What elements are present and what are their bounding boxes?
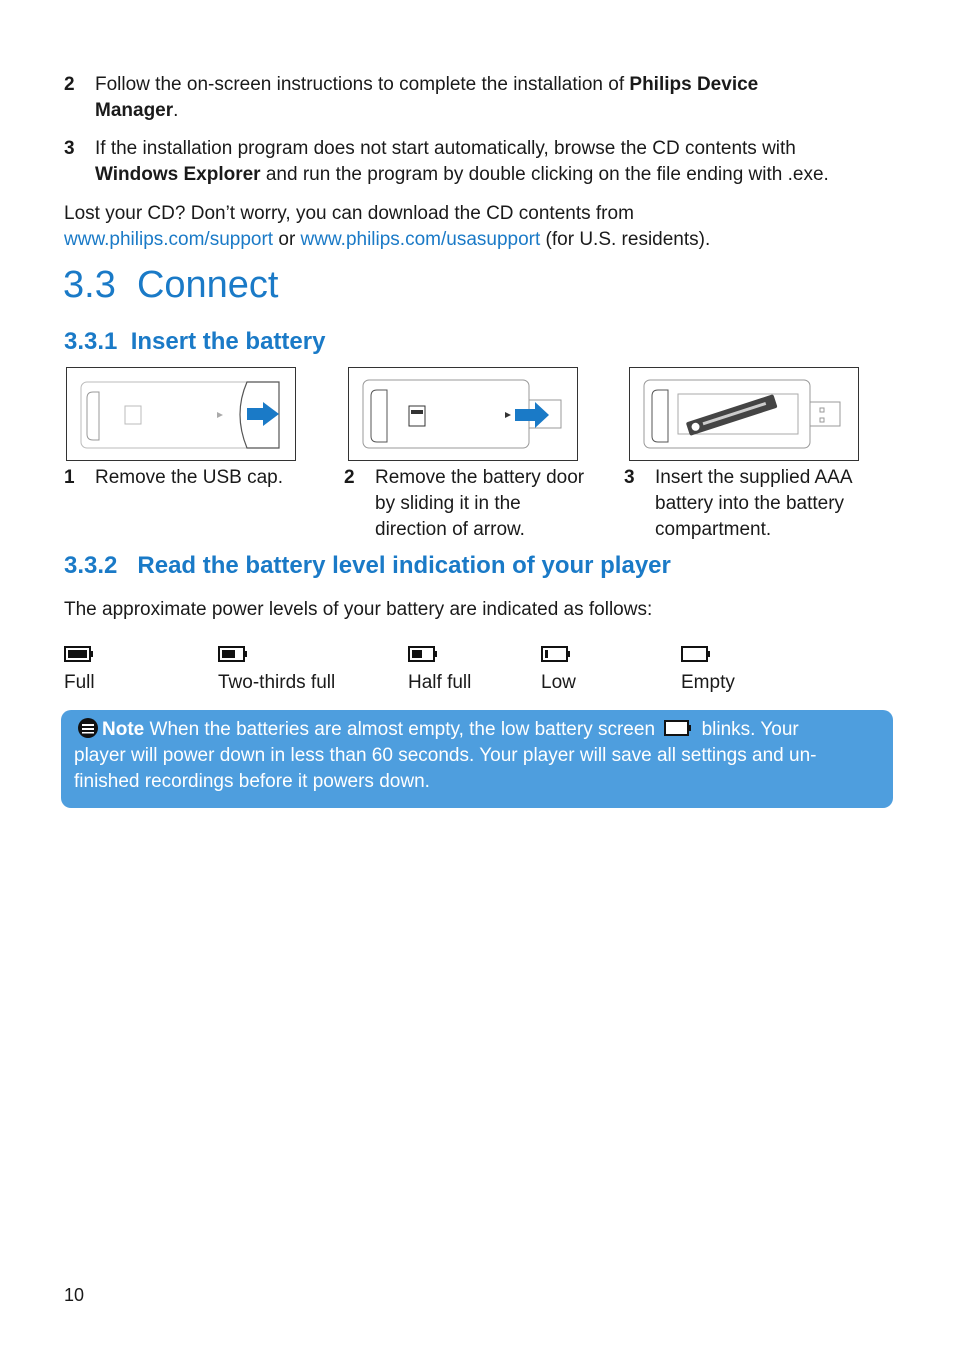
step-text: Follow the on-screen instructions to complete the installation of Philips Device Manager. [95,74,759,121]
support-link[interactable]: www.philips.com/support [64,229,274,250]
battery-level-label: Full [64,672,95,693]
battery-half-icon [408,646,438,662]
note-text: Note When the batteries are almost empty, the low battery screen blinks. Your player will power down in less than 60 seconds. Your player will save all settings and un- finished recordings before it powers down. [74,719,817,792]
battery-level-label: Two-thirds full [218,672,336,693]
lost-cd-paragraph: Lost your CD? Don’t worry, you can download the CD contents from www.philips.com/support or www.philips.com/usasupport (for U.S. residents). [64,203,711,250]
subsection-title-insert-battery: 3.3.1 Insert the battery [64,328,326,355]
step-number: 2 [64,74,75,95]
remove-usb-cap-illustration [66,367,296,461]
battery-level-label: Low [541,672,576,693]
battery-empty-icon [681,646,711,662]
note-box [61,710,893,808]
low-battery-screen-icon [664,720,692,736]
subsection-title-battery-level: 3.3.2 Read the battery level indication of your player [64,552,671,579]
battery-intro-text: The approximate power levels of your battery are indicated as follows: [64,599,653,620]
battery-level-label: Empty [681,672,735,693]
battery-two-thirds-icon [218,646,248,662]
step-number: 3 [64,138,75,159]
battery-low-icon [541,646,571,662]
slide-battery-door-illustration [348,367,578,461]
section-title: 3.3 Connect [63,264,279,306]
usa-support-link[interactable]: www.philips.com/usasupport [300,229,541,250]
battery-full-icon [64,646,94,662]
page-number: 10 [64,1285,85,1305]
battery-level-label: Half full [408,672,472,693]
note-pencil-icon [78,718,98,738]
insert-aaa-battery-illustration [629,367,859,461]
step-text: If the installation program does not start automatically, browse the CD contents with Windows Explorer and run the program by double clicking on the file ending with .exe. [95,138,829,185]
